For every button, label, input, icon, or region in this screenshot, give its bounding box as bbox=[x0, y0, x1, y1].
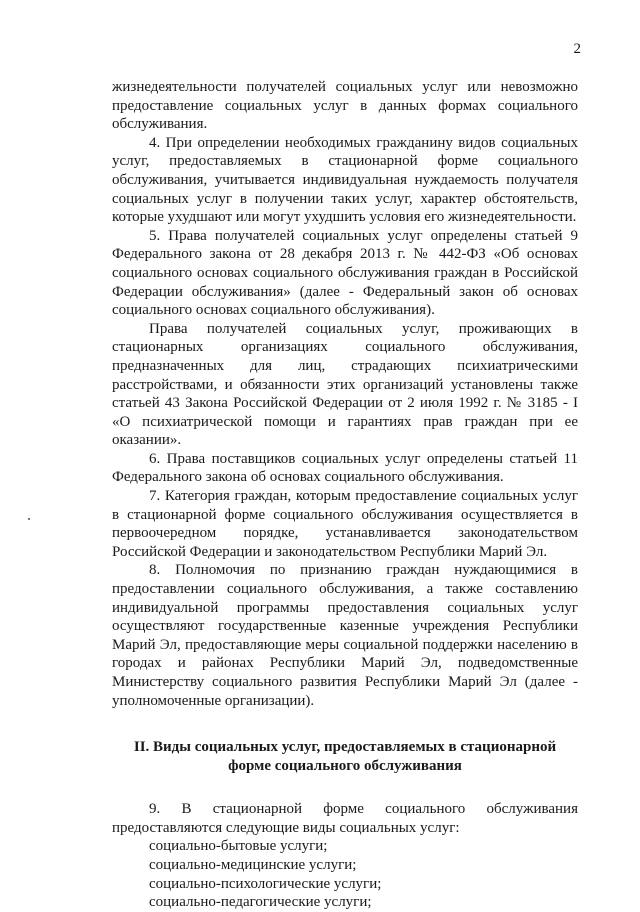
section-heading-line-2: форме социального обслуживания bbox=[228, 758, 462, 775]
paragraph-7: 7. Категория граждан, которым предоставление социальных услуг в стационарной форме социального обслуживания осуществляется в первоочередном порядке, устанавливается законодательством Российской Федерации и законодательством Республики Марий Эл. bbox=[112, 488, 578, 560]
page-number: 2 bbox=[573, 41, 581, 57]
section-heading bbox=[112, 738, 578, 776]
list-item: социально-бытовые услуги; bbox=[149, 838, 328, 855]
paragraph-5: 5. Права получателей социальных услуг определены статьей 9 Федерального закона от 28 декабря 2013 г. № 442-ФЗ «Об основах социального основах социального обслуживания граждан в Российской Федерации обслуживания» (далее - Федеральный закон об основах социального основах социального обслуживания). bbox=[112, 227, 578, 319]
scan-speck bbox=[28, 518, 30, 520]
paragraph-6: 6. Права поставщиков социальных услуг определены статьей 11 Федерального закона об основах социального обслуживания. bbox=[112, 450, 578, 486]
paragraph-5-rights: Права получателей социальных услуг, проживающих в стационарных организациях социального обслуживания, предназначенных для лиц, страдающих психиатрическими расстройствами, и обязанности этих организаций установлены также статьей 43 Закона Российской Федерации от 2 июля 1992 г. № 3185 - I «О психиатрической помощи и гарантиях прав граждан при ее оказании». bbox=[112, 320, 578, 449]
paragraph-8: 8. Полномочия по признанию граждан нуждающимися в предоставлении социального обслуживания, а также составлению индивидуальной программы предоставления социальных услуг осуществляют государственные казенные учреждения Республики Марий Эл, предоставляющие меры социальной поддержки населению в городах и районах Республики Марий Эл, подведомственные Министерству социального развития Республики Марий Эл (далее - уполномоченные организации). bbox=[112, 562, 578, 709]
paragraph-9: 9. В стационарной форме социального обслуживания предоставляются следующие виды социальных услуг: bbox=[112, 801, 578, 836]
paragraph-continuation: жизнедеятельности получателей социальных услуг или невозможно предоставление социальных услуг в данных формах социального обслуживания. bbox=[112, 79, 578, 133]
paragraph-4: 4. При определении необходимых гражданину видов социальных услуг, предоставляемых в стационарной форме социального обслуживания, учитывается индивидуальная нуждаемость получателя социальных услуг в получении таких услуг, характер обстоятельств, которые ухудшают или могут ухудшить условия его жизнедеятельности. bbox=[112, 134, 578, 226]
document-body bbox=[112, 78, 578, 912]
list-item: социально-медицинские услуги; bbox=[149, 856, 357, 873]
list-item: социально-психологические услуги; bbox=[149, 875, 382, 892]
section-heading-line-1: II. Виды социальных услуг, предоставляемых в стационарной bbox=[133, 739, 557, 756]
list-item: социально-педагогические услуги; bbox=[149, 894, 372, 911]
